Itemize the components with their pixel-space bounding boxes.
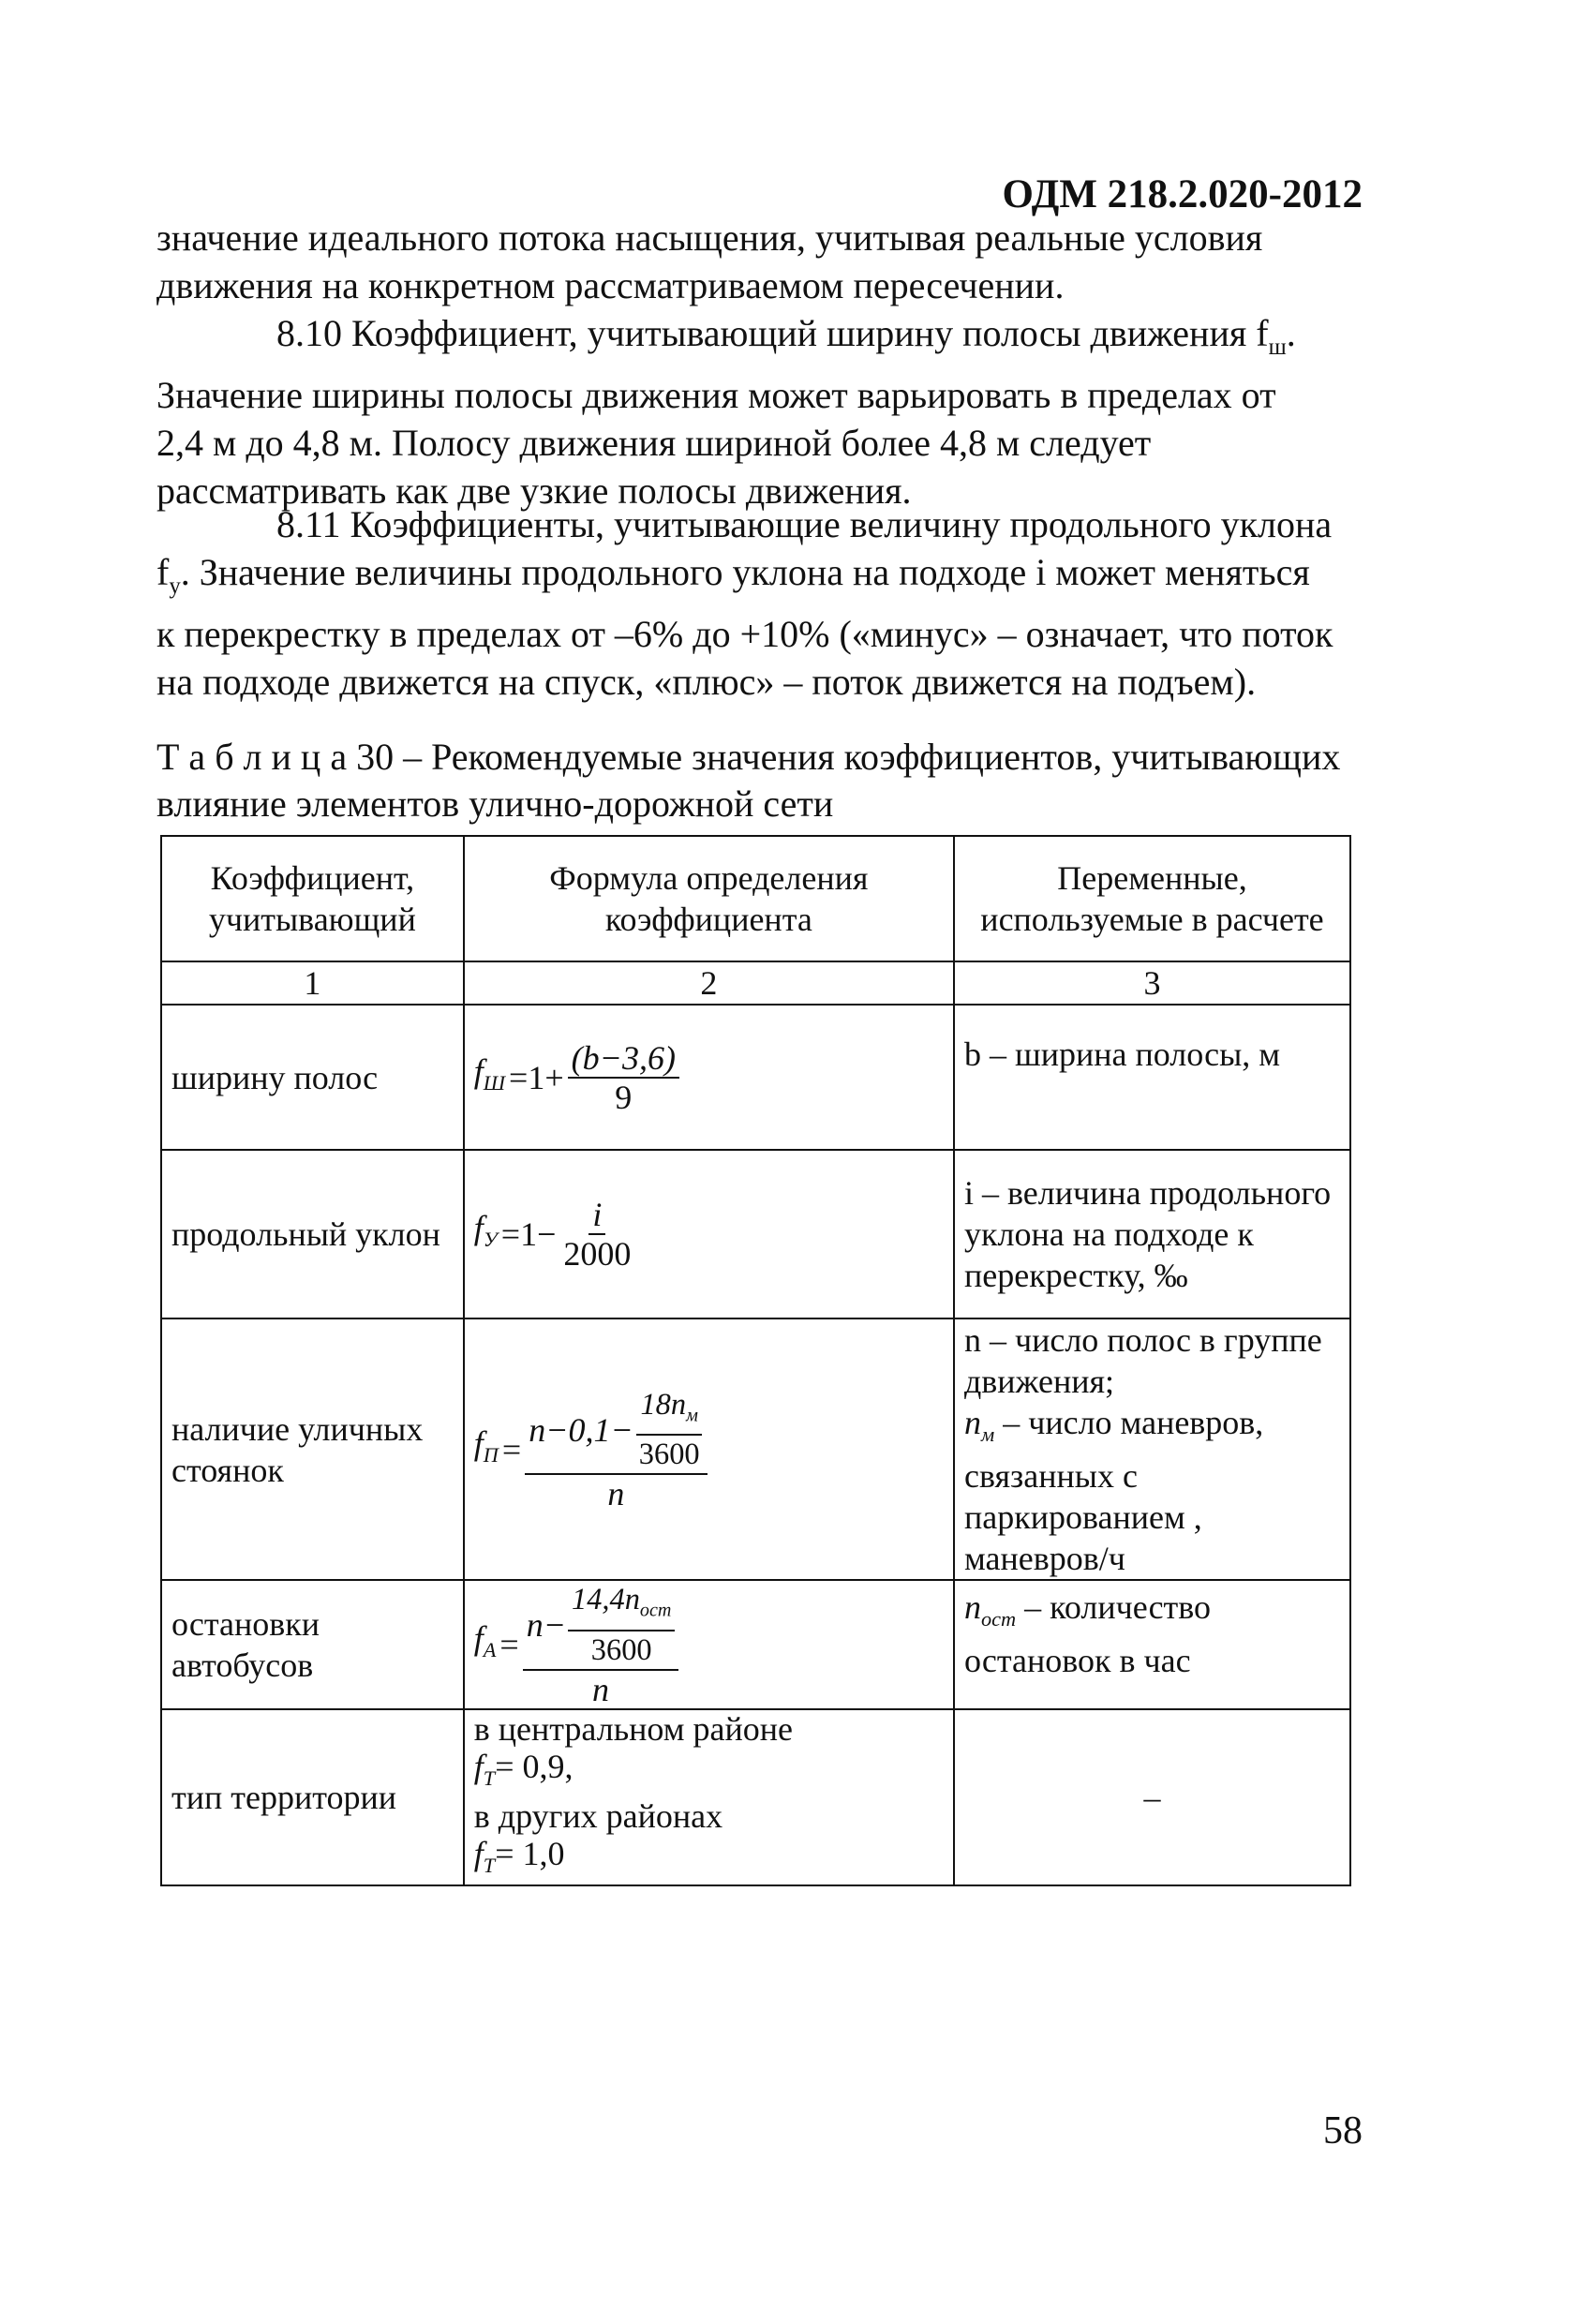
table-row	[161, 1150, 1350, 1318]
formula-width: $f_Ш$ =1+ $\frac{(b-3,6)}{9}$	[474, 1039, 679, 1116]
header-cell-coefficient: Коэффициент, учитывающий	[161, 836, 464, 961]
table-row	[161, 1005, 1350, 1150]
row-formula: в центральном районе $f_Т= 0,9$, в других районах $f_Т= 1,0$	[464, 1709, 954, 1885]
formula-bus-stops: $f_А$ = n− $\frac{14,4n_{ост}}{3600}$ n	[474, 1581, 679, 1707]
formula-slope: $f_У$ =1− $\frac{i}{2000}$	[473, 1196, 632, 1273]
row-formula	[464, 1005, 954, 1150]
row-vars: n – число полос в группе движения; $n_м$ – число маневров, связанных с паркированием , маневров/ч	[954, 1318, 1350, 1580]
table-row	[161, 1580, 1350, 1708]
p811-line-4: на подходе движется на спуск, «плюс» – поток движется на подъем).	[156, 661, 1257, 703]
row-name: наличие уличных стоянок	[161, 1318, 464, 1580]
intro-line-1: значение идеального потока насыщения, учитывая реальные условия	[156, 216, 1263, 259]
p811-line-1: 8.11 Коэффициенты, учитывающие величину продольного уклона	[276, 503, 1333, 545]
table-row	[161, 1709, 1350, 1885]
colnum-3: 3	[954, 961, 1350, 1005]
table-30	[160, 835, 1351, 1886]
row-formula	[464, 1150, 954, 1318]
paragraph-8-10	[156, 309, 1363, 514]
row-name: тип территории	[161, 1709, 464, 1885]
p810-line-3: 2,4 м до 4,8 м. Полосу движения шириной более 4,8 м следует	[156, 422, 1152, 464]
table-colnum-row	[161, 961, 1350, 1005]
formula-parking: $f_П$ = n−0,1− $\frac{18n_м}{3600}$ n	[474, 1386, 708, 1512]
p810-line-2: Значение ширины полосы движения может варьировать в пределах от	[156, 374, 1276, 416]
colnum-2: 2	[464, 961, 954, 1005]
paragraph-8-11	[156, 500, 1363, 706]
row-name: остановки автобусов	[161, 1580, 464, 1708]
table-row	[161, 1318, 1350, 1580]
intro-line-2: движения на конкретном рассматриваемом пересечении.	[156, 264, 1065, 306]
intro-paragraph	[156, 214, 1363, 309]
row-formula	[464, 1318, 954, 1580]
p811-line-3: к перекрестку в пределах от –6% до +10% («минус» – означает, что поток	[156, 613, 1333, 655]
row-name: продольный уклон	[161, 1150, 464, 1318]
table-caption	[156, 734, 1363, 827]
page-number: 58	[1323, 2109, 1363, 2153]
doc-header: ОДМ 218.2.020-2012	[1002, 172, 1363, 216]
p811-line-2: $f_у$. Значение величины продольного уклона на подходе i может меняться	[156, 551, 1310, 599]
row-name: ширину полос	[161, 1005, 464, 1150]
row-vars: $n_{ост}$ – количество остановок в час	[954, 1580, 1350, 1708]
caption-line-1: Т а б л и ц а 30 – Рекомендуемые значения коэффициентов, учитывающих	[156, 736, 1341, 778]
table-header-row	[161, 836, 1350, 961]
header-cell-formula: Формула определения коэффициента	[464, 836, 954, 961]
caption-line-2: влияние элементов улично-дорожной сети	[156, 782, 834, 825]
row-vars: b – ширина полосы, м	[954, 1005, 1350, 1150]
caption-label: Т а б л и ц а 30	[156, 736, 395, 778]
row-formula	[464, 1580, 954, 1708]
colnum-1: 1	[161, 961, 464, 1005]
p810-line-1: 8.10 Коэффициент, учитывающий ширину полосы движения $f_ш$.	[276, 312, 1296, 360]
header-cell-variables: Переменные, используемые в расчете	[954, 836, 1350, 961]
p810-line-4: рассматривать как две узкие полосы движения.	[156, 469, 912, 512]
row-vars: –	[954, 1709, 1350, 1885]
row-vars: i – величина продольного уклона на подходе к перекрестку, ‰	[954, 1150, 1350, 1318]
